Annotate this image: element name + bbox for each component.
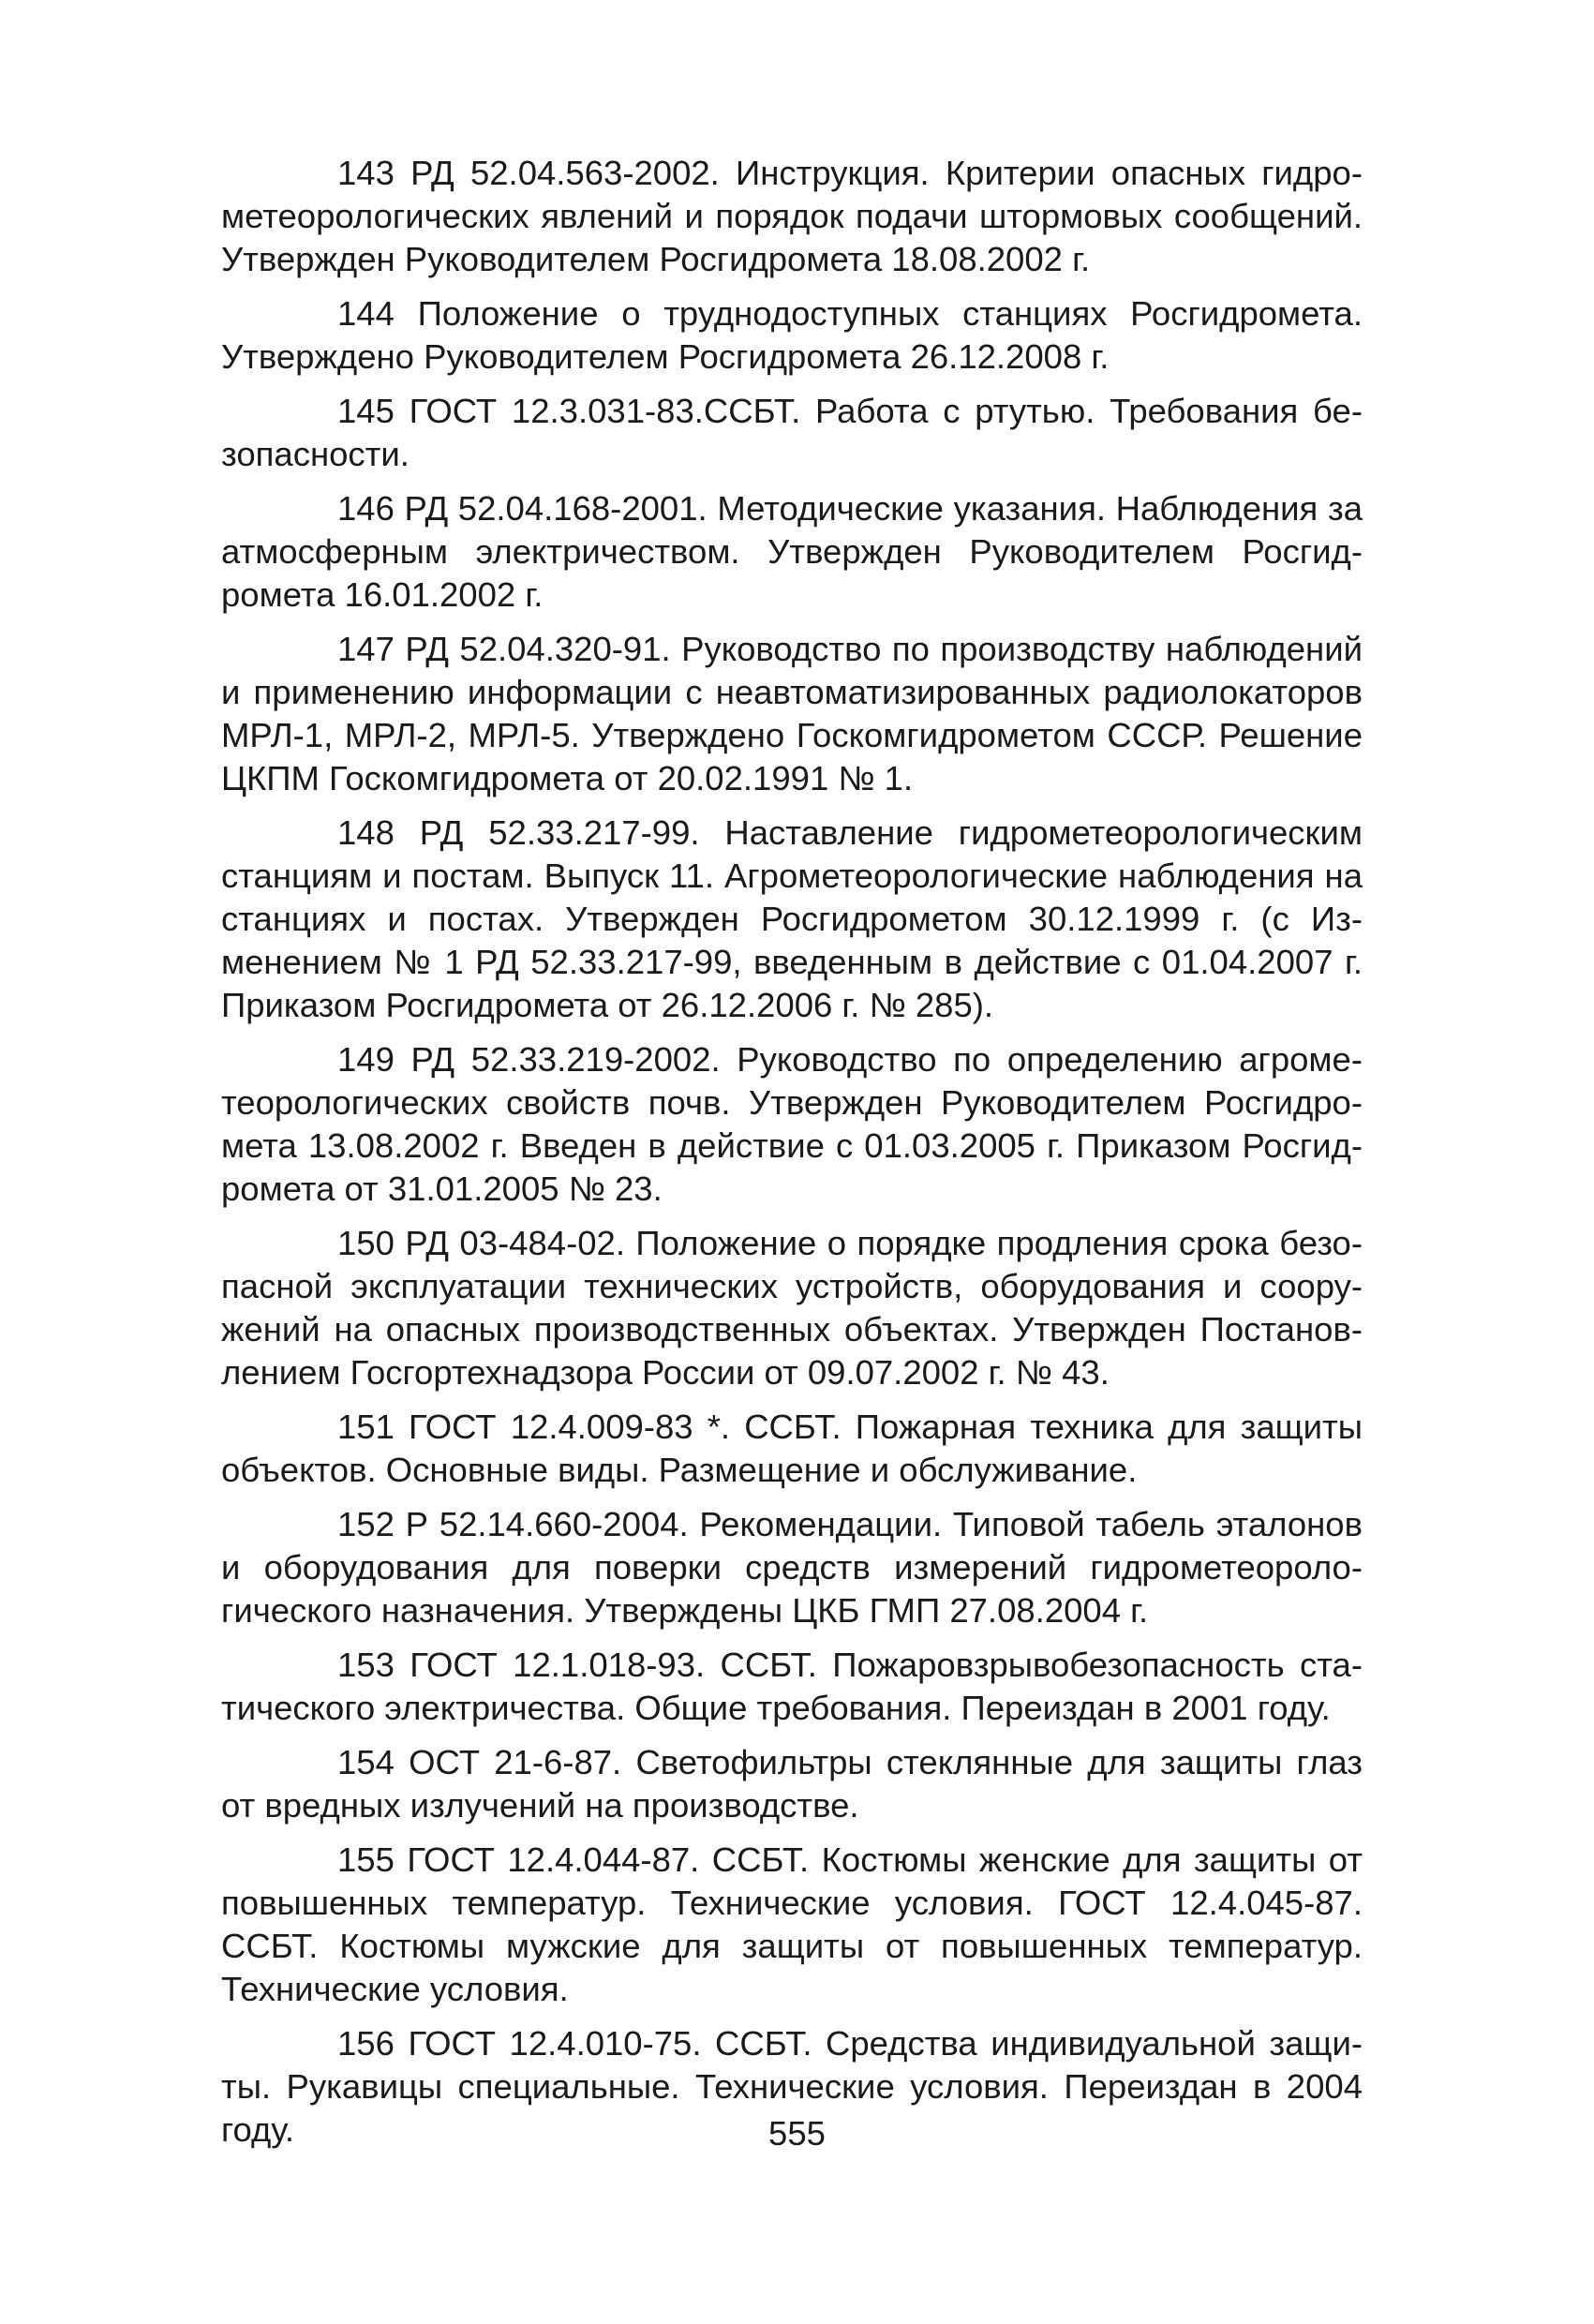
reference-entry-146: 146 РД 52.04.168-2001. Методические указания. Наблюдения за атмосферным электричеством. Утвержден Руководителем Росгидромета 16.01.2002 г. xyxy=(221,489,1363,614)
reference-entry-154: 154 ОСТ 21-6-87. Светофильтры стеклянные для защиты глаз от вредных излучений на производстве. xyxy=(221,1743,1363,1825)
reference-entry-156: 156 ГОСТ 12.4.010-75. ССБТ. Средства индивидуальной защиты. Рукавицы специальные. Технические условия. Переиздан в 2004 году. xyxy=(221,2024,1363,2149)
reference-entry-148: 148 РД 52.33.217-99. Наставление гидрометеорологическим станциям и постам. Выпуск 11. Агрометеорологические наблюдения на станциях и постах. Утвержден Росгидрометом 30.12.1999 г. (с Изменением № 1 РД 52.33.217-99, введенным в действие с 01.04.2007 г. Приказом Росгидромета от 26.12.2006 г. № 285). xyxy=(221,813,1363,1024)
page-number: 555 xyxy=(768,2114,826,2153)
reference-entry-143: 143 РД 52.04.563-2002. Инструкция. Критерии опасных гидрометеорологических явлений и порядок подачи штормовых сообщений. Утвержден Руководителем Росгидромета 18.08.2002 г. xyxy=(221,154,1363,278)
reference-list xyxy=(221,152,1363,2163)
reference-entry-155: 155 ГОСТ 12.4.044-87. ССБТ. Костюмы женские для защиты от повышенных температур. Технические условия. ГОСТ 12.4.045-87. ССБТ. Костюмы мужские для защиты от повышенных температур. Технические условия. xyxy=(221,1840,1363,2008)
reference-entry-145: 145 ГОСТ 12.3.031-83.ССБТ. Работа с ртутью. Требования безопасности. xyxy=(221,392,1363,473)
reference-entry-153: 153 ГОСТ 12.1.018-93. ССБТ. Пожаровзрывобезопасность статического электричества. Общие требования. Переиздан в 2001 году. xyxy=(221,1646,1363,1727)
reference-entry-150: 150 РД 03-484-02. Положение о порядке продления срока безопасной эксплуатации технических устройств, оборудования и сооружений на опасных производственных объектах. Утвержден Постановлением Госгортехнадзора России от 09.07.2002 г. № 43. xyxy=(221,1224,1363,1392)
reference-entry-152: 152 Р 52.14.660-2004. Рекомендации. Типовой табель эталонов и оборудования для поверки средств измерений гидрометеорологического назначения. Утверждены ЦКБ ГМП 27.08.2004 г. xyxy=(221,1505,1363,1630)
reference-entry-151: 151 ГОСТ 12.4.009-83 *. ССБТ. Пожарная техника для защиты объектов. Основные виды. Размещение и обслуживание. xyxy=(221,1408,1363,1489)
reference-entry-147: 147 РД 52.04.320-91. Руководство по производству наблюдений и применению информации с неавтоматизированных радиолокаторов МРЛ-1, МРЛ-2, МРЛ-5. Утверждено Госкомгидрометом СССР. Решение ЦКПМ Госкомгидромета от 20.02.1991 № 1. xyxy=(221,630,1363,797)
reference-entry-144: 144 Положение о труднодоступных станциях Росгидромета. Утверждено Руководителем Росгидромета 26.12.2008 г. xyxy=(221,294,1363,376)
reference-entry-149: 149 РД 52.33.219-2002. Руководство по определению агрометеорологических свойств почв. Утвержден Руководителем Росгидромета 13.08.2002 г. Введен в действие с 01.03.2005 г. Приказом Росгидромета от 31.01.2005 № 23. xyxy=(221,1040,1363,1208)
